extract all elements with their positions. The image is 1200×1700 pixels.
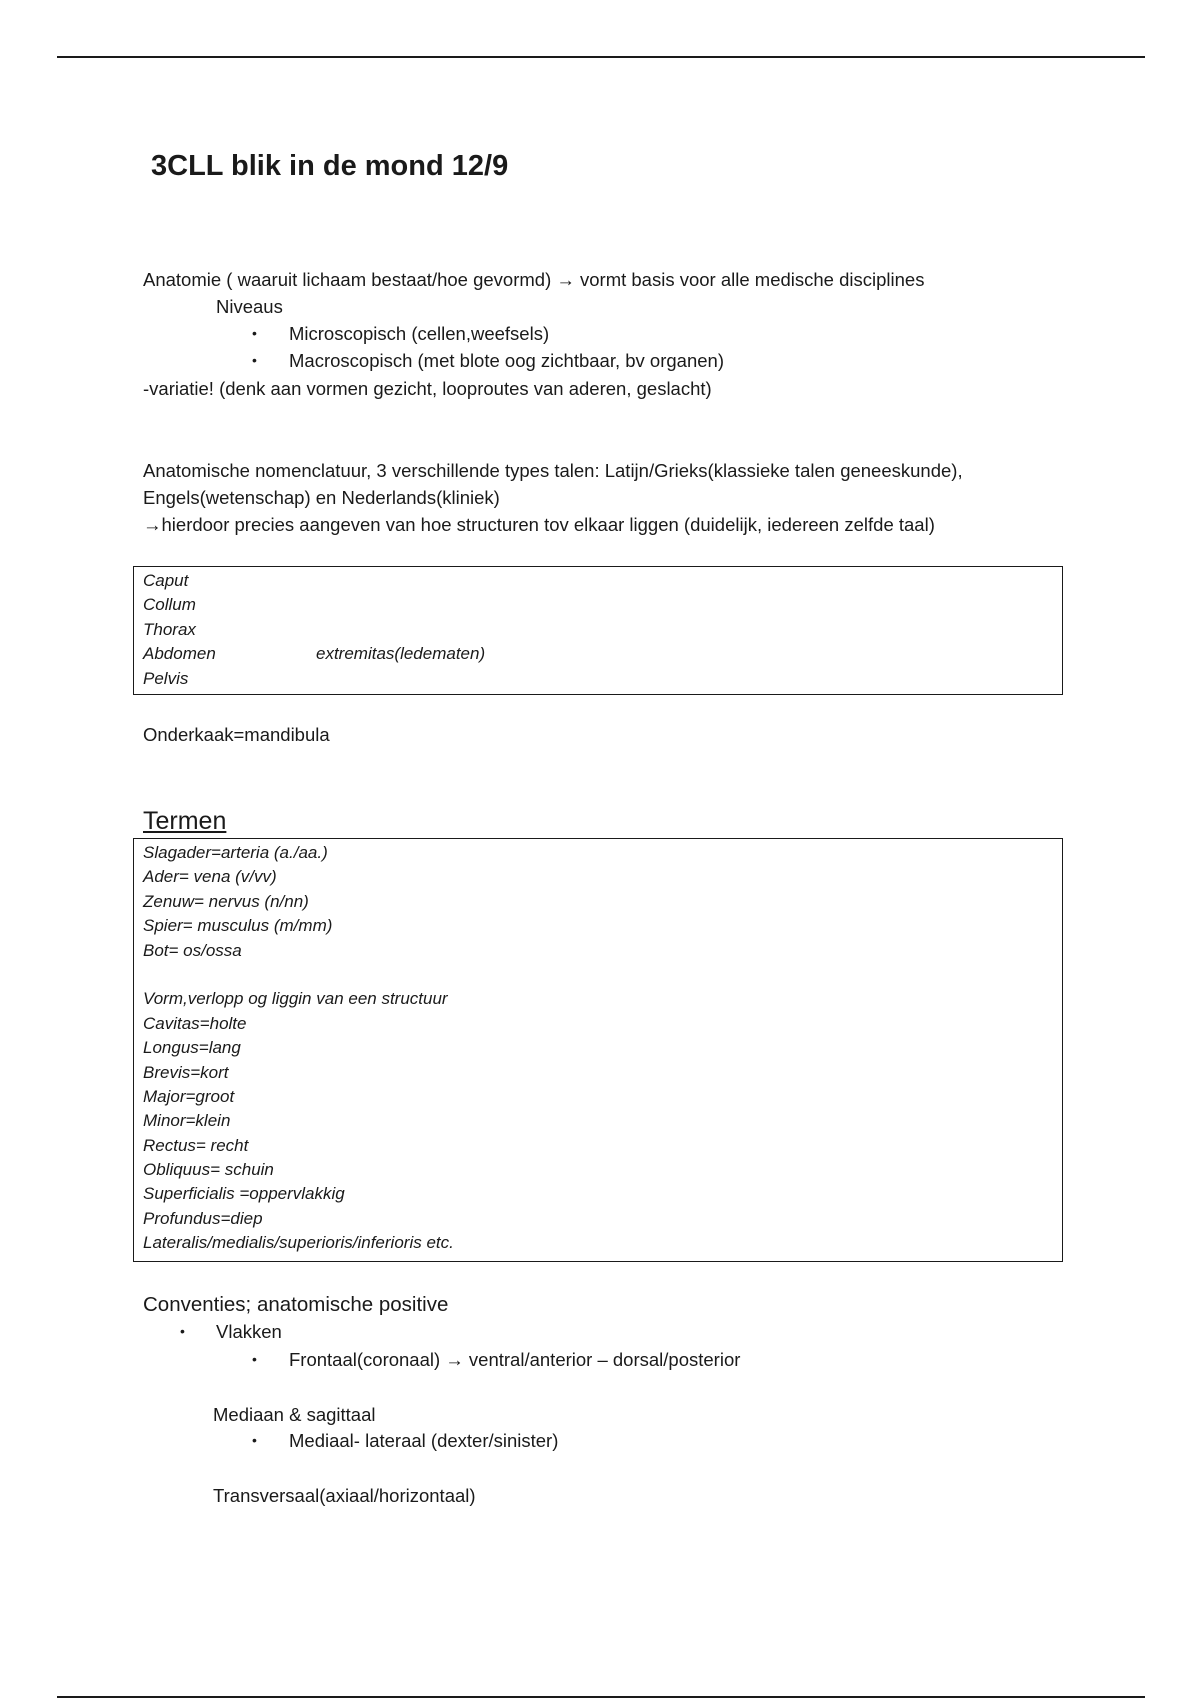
term-item: Rectus= recht <box>143 1135 249 1155</box>
anatomy-intro: Anatomie ( waaruit lichaam bestaat/hoe gevormd) → vormt basis voor alle medische disciplines <box>143 269 925 290</box>
term-item: Bot= os/ossa <box>143 940 242 960</box>
region-item: Collum <box>143 595 196 615</box>
level-item: Microscopisch (cellen,weefsels) <box>289 323 550 344</box>
terms-heading: Termen <box>143 807 227 835</box>
bullet-icon: • <box>252 1351 257 1367</box>
body-regions-box <box>133 566 1063 695</box>
lower-jaw-note: Onderkaak=mandibula <box>143 724 330 745</box>
blank-line <box>143 963 1062 987</box>
term-item: Superficialis =oppervlakkig <box>143 1184 345 1204</box>
term-item: Zenuw= nervus (n/nn) <box>143 891 309 911</box>
level-item: Macroscopisch (met blote oog zichtbaar, bv organen) <box>289 350 724 371</box>
nomenclature-line: Anatomische nomenclatuur, 3 verschillende types talen: Latijn/Grieks(klassieke talen geneeskunde), <box>143 460 963 481</box>
term-item: Spier= musculus (m/mm) <box>143 916 333 936</box>
region-item: Abdomen <box>143 644 216 664</box>
footer-rule <box>57 1696 1145 1698</box>
term-item: Slagader=arteria (a./aa.) <box>143 843 328 862</box>
frontal-plane: Frontaal(coronaal) → ventral/anterior – dorsal/posterior <box>289 1349 741 1370</box>
term-item: Cavitas=holte <box>143 1013 247 1033</box>
terms-box <box>133 838 1063 1262</box>
page-title: 3CLL blik in de mond 12/9 <box>151 150 509 182</box>
region-item-row <box>143 642 1062 666</box>
planes-label: Vlakken <box>216 1321 282 1342</box>
term-item: Profundus=diep <box>143 1208 263 1228</box>
extremities-note: extremitas(ledematen) <box>316 644 486 664</box>
term-item: Major=groot <box>143 1086 235 1106</box>
term-item: Ader= vena (v/vv) <box>143 867 277 887</box>
bullet-icon: • <box>252 325 257 341</box>
term-item: Lateralis/medialis/superioris/inferioris etc. <box>143 1233 454 1253</box>
header-rule <box>57 56 1145 58</box>
nomenclature-line: →hierdoor precies aangeven van hoe structuren tov elkaar liggen (duidelijk, iedereen zelfde taal) <box>143 514 935 535</box>
region-item: Thorax <box>143 619 196 639</box>
bullet-icon: • <box>252 1432 257 1448</box>
term-item: Vorm,verlopp og liggin van een structuur <box>143 989 448 1009</box>
term-item: Brevis=kort <box>143 1062 229 1082</box>
nomenclature-line: Engels(wetenschap) en Nederlands(kliniek) <box>143 487 500 508</box>
variation-note: -variatie! (denk aan vormen gezicht, looproutes van aderen, geslacht) <box>143 378 712 399</box>
median-plane: Mediaan & sagittaal <box>213 1404 376 1425</box>
term-item: Obliquus= schuin <box>143 1160 274 1180</box>
bullet-icon: • <box>180 1323 185 1339</box>
term-item: Longus=lang <box>143 1038 241 1058</box>
region-item: Pelvis <box>143 668 189 688</box>
region-item: Caput <box>143 571 189 590</box>
conventions-heading: Conventies; anatomische positive <box>143 1293 449 1316</box>
bullet-icon: • <box>252 352 257 368</box>
transverse-plane: Transversaal(axiaal/horizontaal) <box>213 1485 476 1506</box>
medial-lateral: Mediaal- lateraal (dexter/sinister) <box>289 1430 559 1451</box>
levels-label: Niveaus <box>216 296 283 317</box>
term-item: Minor=klein <box>143 1111 231 1131</box>
